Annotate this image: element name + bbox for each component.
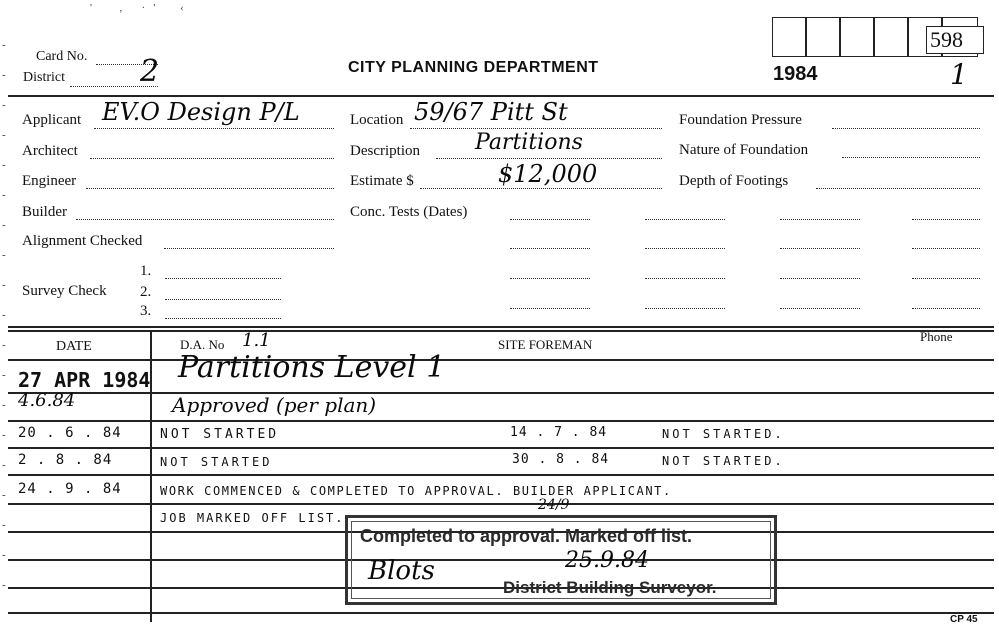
entry-6-text: JOB MARKED OFF LIST.	[160, 511, 345, 525]
entry-5-text: WORK COMMENCED & COMPLETED TO APPROVAL. BUILDER APPLICANT.	[160, 484, 672, 498]
card-no-label: Card No.	[36, 49, 88, 64]
depth-footings-label: Depth of Footings	[679, 173, 789, 189]
location-label: Location	[350, 112, 404, 128]
alignment-label: Alignment Checked	[22, 233, 143, 249]
conc-line-10	[645, 278, 725, 279]
form-code: CP 45	[950, 614, 978, 625]
district-label: District	[23, 70, 65, 85]
entry-4-text2: NOT STARTED.	[662, 454, 785, 468]
builder-label: Builder	[22, 204, 67, 220]
entry-3-text2: NOT STARTED.	[662, 427, 785, 441]
entry-4-date: 2 . 8 . 84	[18, 452, 113, 468]
conc-line-16	[912, 308, 980, 309]
conc-line-4	[912, 219, 980, 220]
stamp-line-2: District Building Surveyor.	[503, 578, 717, 597]
foundation-pressure-line	[832, 128, 980, 129]
conc-line-7	[780, 248, 860, 249]
location-line	[410, 128, 662, 129]
site-foreman-label: SITE FOREMAN	[498, 337, 593, 352]
top-marks: ' , · ' ‹	[90, 2, 184, 14]
entry-1-date: 27 APR 1984	[18, 368, 151, 392]
log-line-1	[8, 359, 994, 361]
conc-line-8	[912, 248, 980, 249]
depth-footings-line	[816, 188, 980, 189]
date-header: DATE	[56, 339, 92, 354]
entry-3-text: NOT STARTED	[160, 427, 280, 442]
entry-4-date2: 30 . 8 . 84	[512, 452, 610, 467]
conc-line-1	[510, 219, 590, 220]
entry-1-text: Partitions Level 1	[178, 350, 446, 385]
entry-2-date: 4.6.84	[18, 390, 76, 411]
builder-line	[76, 219, 334, 220]
survey-1-line	[165, 278, 281, 279]
log-rule-top-2	[8, 330, 994, 332]
alignment-line	[164, 248, 334, 249]
stamp-line-1: Completed to approval. Marked off list.	[360, 526, 693, 546]
stamp-signature: Blots	[368, 556, 435, 586]
description-value: Partitions	[475, 130, 583, 155]
conc-line-11	[780, 278, 860, 279]
engineer-label: Engineer	[22, 173, 77, 189]
page-title: CITY PLANNING DEPARTMENT	[348, 59, 599, 76]
entry-3-date: 20 . 6 . 84	[18, 425, 122, 441]
survey-2-label: 2.	[140, 284, 152, 300]
conc-line-2	[645, 219, 725, 220]
estimate-line	[420, 188, 662, 189]
nature-foundation-line	[842, 157, 980, 158]
log-line-4	[8, 447, 994, 449]
da-no-value: 1.1	[242, 330, 271, 351]
stamp-handwritten-date: 24/9	[538, 497, 570, 513]
survey-1-label: 1.	[140, 263, 152, 279]
conc-tests-label: Conc. Tests (Dates)	[350, 204, 468, 220]
description-label: Description	[350, 143, 420, 159]
engineer-line	[86, 188, 334, 189]
log-line-6	[8, 503, 994, 505]
card-seq: 1	[950, 58, 968, 91]
year: 1984	[773, 63, 818, 85]
estimate-value: $12,000	[498, 160, 598, 188]
log-line-2	[8, 392, 994, 394]
log-line-10	[8, 612, 994, 614]
survey-3-line	[165, 318, 281, 319]
phone-label: Phone	[920, 329, 953, 344]
card-number: 598	[930, 27, 963, 52]
da-no-label: D.A. No	[180, 337, 225, 352]
stamp-date: 25.9.84	[565, 548, 649, 573]
log-line-5	[8, 474, 994, 476]
log-rule-top	[8, 326, 994, 328]
conc-line-9	[510, 278, 590, 279]
applicant-label: Applicant	[22, 112, 82, 128]
conc-line-14	[645, 308, 725, 309]
conc-line-6	[645, 248, 725, 249]
foundation-pressure-label: Foundation Pressure	[679, 112, 802, 128]
conc-line-15	[780, 308, 860, 309]
survey-3-label: 3.	[140, 303, 152, 319]
estimate-label: Estimate $	[350, 173, 414, 189]
architect-label: Architect	[22, 143, 78, 159]
applicant-line	[94, 128, 334, 129]
location-value: 59/67 Pitt St	[414, 98, 568, 126]
conc-line-5	[510, 248, 590, 249]
survey-2-line	[165, 299, 281, 300]
entry-2-text: Approved (per plan)	[172, 393, 377, 417]
margin-marks: - - - - - - - - - - - - - - - - - - -	[2, 39, 6, 591]
entry-5-date: 24 . 9 . 84	[18, 481, 122, 497]
conc-line-3	[780, 219, 860, 220]
entry-3-date2: 14 . 7 . 84	[510, 425, 608, 440]
conc-line-12	[912, 278, 980, 279]
header-rule	[8, 95, 994, 97]
nature-foundation-label: Nature of Foundation	[679, 142, 809, 158]
conc-line-13	[510, 308, 590, 309]
description-line	[436, 158, 662, 159]
survey-label: Survey Check	[22, 283, 107, 299]
district-value: 2	[140, 54, 160, 89]
log-line-3	[8, 420, 994, 422]
entry-4-text: NOT STARTED	[160, 455, 273, 469]
architect-line	[90, 158, 334, 159]
applicant-value: EV.O Design P/L	[102, 98, 300, 126]
